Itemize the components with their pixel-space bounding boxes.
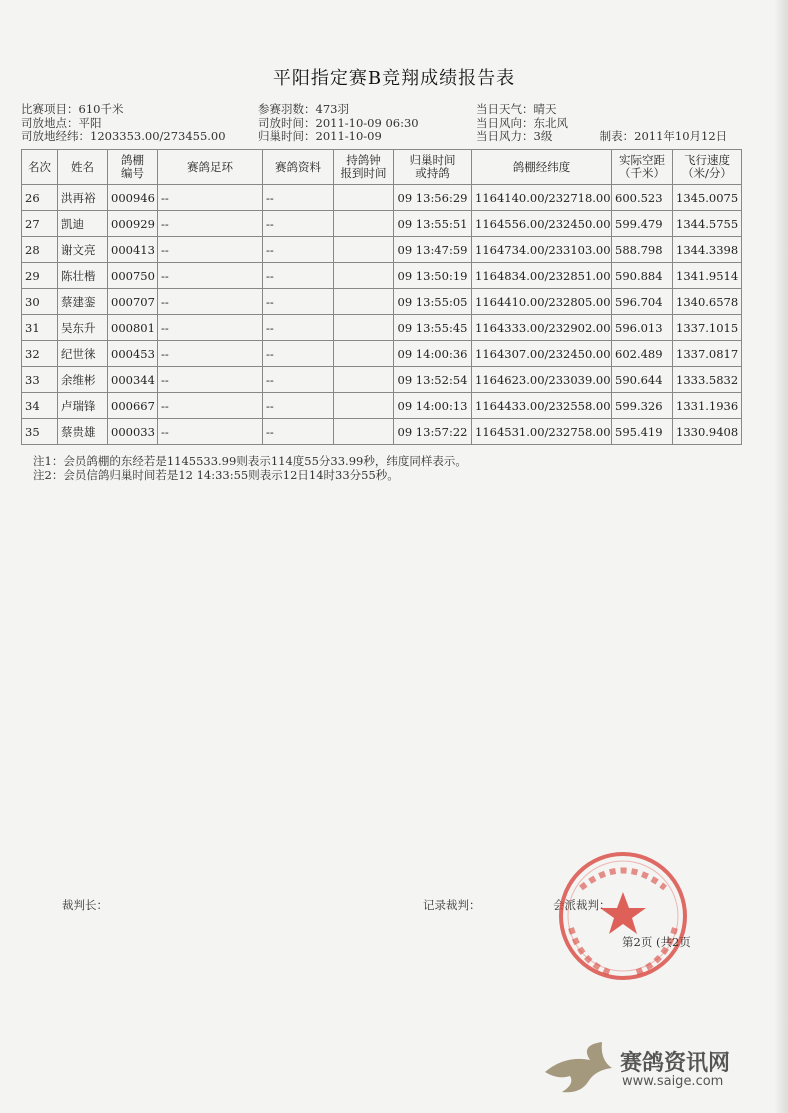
cell-name: 陈壮楷 bbox=[58, 263, 108, 289]
cell-loft: 000801 bbox=[108, 315, 158, 341]
cell-loft: 000413 bbox=[108, 237, 158, 263]
association-judge-label: 会派裁判： bbox=[553, 898, 611, 912]
meta-report-date: 制表：2011年10月12日 bbox=[599, 129, 728, 143]
cell-arrive: 09 14:00:13 bbox=[394, 393, 472, 419]
header-clock: 持鸽钟 报到时间 bbox=[334, 150, 394, 185]
cell-arrive: 09 14:00:36 bbox=[394, 341, 472, 367]
cell-info: -- bbox=[263, 393, 334, 419]
meta-middle bbox=[258, 103, 419, 144]
cell-arrive: 09 13:50:19 bbox=[394, 263, 472, 289]
cell-name: 余维彬 bbox=[58, 367, 108, 393]
report-title: 平阳指定赛B竞翔成绩报告表 bbox=[272, 68, 516, 89]
cell-name: 吴东升 bbox=[58, 315, 108, 341]
cell-loft: 000667 bbox=[108, 393, 158, 419]
cell-ring: -- bbox=[158, 237, 263, 263]
header-ring: 赛鸽足环 bbox=[158, 150, 263, 185]
cell-speed: 1344.5755 bbox=[673, 211, 742, 237]
meta-wind-force-line bbox=[476, 130, 727, 144]
cell-clock bbox=[334, 289, 394, 315]
cell-coords: 1164556.00/232450.00 bbox=[472, 211, 612, 237]
cell-clock bbox=[334, 237, 394, 263]
cell-arrive: 09 13:52:54 bbox=[394, 367, 472, 393]
cell-coords: 1164623.00/233039.00 bbox=[472, 367, 612, 393]
header-distance: 实际空距 （千米） bbox=[612, 150, 673, 185]
cell-name: 卢瑞锋 bbox=[58, 393, 108, 419]
cell-clock bbox=[334, 315, 394, 341]
table-row bbox=[22, 289, 742, 315]
cell-speed: 1337.0817 bbox=[673, 341, 742, 367]
cell-speed: 1344.3398 bbox=[673, 237, 742, 263]
cell-rank: 34 bbox=[22, 393, 58, 419]
cell-arrive: 09 13:55:51 bbox=[394, 211, 472, 237]
meta-distance: 比赛项目：610千米 bbox=[21, 102, 124, 116]
cell-speed: 1337.1015 bbox=[673, 315, 742, 341]
cell-loft: 000033 bbox=[108, 419, 158, 445]
cell-ring: -- bbox=[158, 393, 263, 419]
table-row bbox=[22, 367, 742, 393]
record-judge-label: 记录裁判： bbox=[423, 898, 481, 912]
page-number: 第2页 (共2页 bbox=[622, 935, 691, 949]
cell-info: -- bbox=[263, 211, 334, 237]
header-arrive: 归巢时间 或持鸽 bbox=[394, 150, 472, 185]
meta-entries: 参赛羽数：473羽 bbox=[258, 102, 349, 116]
official-seal-stamp bbox=[541, 848, 701, 988]
cell-ring: -- bbox=[158, 419, 263, 445]
cell-clock bbox=[334, 367, 394, 393]
cell-info: -- bbox=[263, 315, 334, 341]
cell-speed: 1340.6578 bbox=[673, 289, 742, 315]
meta-release-place: 司放地点：平阳 bbox=[21, 115, 102, 130]
meta-right bbox=[476, 103, 727, 144]
cell-coords: 1164307.00/232450.00 bbox=[472, 341, 612, 367]
header-loft-no: 鸽棚 编号 bbox=[108, 150, 158, 185]
footnote-1: 注1：会员鸽棚的东经若是1145533.99则表示114度55分33.99秒，纬度同样表示。 bbox=[33, 454, 467, 468]
cell-ring: -- bbox=[158, 341, 263, 367]
cell-rank: 29 bbox=[22, 263, 58, 289]
footnote-2: 注2：会员信鸽归巢时间若是12 14:33:55则表示12日14时33分55秒。 bbox=[33, 467, 399, 482]
cell-info: -- bbox=[263, 419, 334, 445]
cell-name: 蔡建銮 bbox=[58, 289, 108, 315]
cell-loft: 000453 bbox=[108, 341, 158, 367]
footnotes bbox=[33, 455, 467, 482]
table-row bbox=[22, 211, 742, 237]
cell-rank: 28 bbox=[22, 237, 58, 263]
cell-rank: 27 bbox=[22, 211, 58, 237]
cell-ring: -- bbox=[158, 367, 263, 393]
cell-coords: 1164333.00/232902.00 bbox=[472, 315, 612, 341]
pigeon-icon bbox=[545, 1042, 612, 1092]
meta-left bbox=[21, 103, 226, 144]
meta-weather: 当日天气：晴天 bbox=[476, 102, 557, 116]
table-row bbox=[22, 185, 742, 211]
cell-loft: 000750 bbox=[108, 263, 158, 289]
cell-name: 洪再裕 bbox=[58, 185, 108, 211]
cell-rank: 35 bbox=[22, 419, 58, 445]
header-info: 赛鸽资料 bbox=[263, 150, 334, 185]
cell-arrive: 09 13:55:45 bbox=[394, 315, 472, 341]
table-row bbox=[22, 315, 742, 341]
cell-coords: 1164433.00/232558.00 bbox=[472, 393, 612, 419]
table-row bbox=[22, 237, 742, 263]
cell-loft: 000344 bbox=[108, 367, 158, 393]
cell-rank: 30 bbox=[22, 289, 58, 315]
cell-distance: 599.326 bbox=[612, 393, 673, 419]
cell-arrive: 09 13:57:22 bbox=[394, 419, 472, 445]
cell-distance: 602.489 bbox=[612, 341, 673, 367]
cell-rank: 31 bbox=[22, 315, 58, 341]
cell-clock bbox=[334, 341, 394, 367]
meta-return-time: 归巢时间：2011-10-09 bbox=[258, 129, 382, 143]
cell-coords: 1164140.00/232718.00 bbox=[472, 185, 612, 211]
cell-info: -- bbox=[263, 263, 334, 289]
cell-loft: 000946 bbox=[108, 185, 158, 211]
cell-info: -- bbox=[263, 237, 334, 263]
cell-info: -- bbox=[263, 185, 334, 211]
table-header bbox=[22, 150, 742, 185]
cell-distance: 588.798 bbox=[612, 237, 673, 263]
cell-coords: 1164531.00/232758.00 bbox=[472, 419, 612, 445]
cell-name: 纪世徕 bbox=[58, 341, 108, 367]
star-icon bbox=[600, 892, 646, 934]
table-row bbox=[22, 341, 742, 367]
watermark-site-url: www.saige.com bbox=[622, 1074, 724, 1089]
table-row bbox=[22, 263, 742, 289]
cell-ring: -- bbox=[158, 315, 263, 341]
cell-speed: 1331.1936 bbox=[673, 393, 742, 419]
cell-info: -- bbox=[263, 367, 334, 393]
cell-distance: 596.704 bbox=[612, 289, 673, 315]
table-body bbox=[22, 185, 742, 445]
cell-loft: 000707 bbox=[108, 289, 158, 315]
cell-speed: 1345.0075 bbox=[673, 185, 742, 211]
cell-clock bbox=[334, 419, 394, 445]
header-speed: 飞行速度 （米/分） bbox=[673, 150, 742, 185]
cell-loft: 000929 bbox=[108, 211, 158, 237]
cell-speed: 1341.9514 bbox=[673, 263, 742, 289]
cell-distance: 600.523 bbox=[612, 185, 673, 211]
cell-ring: -- bbox=[158, 211, 263, 237]
cell-distance: 590.644 bbox=[612, 367, 673, 393]
results-table bbox=[21, 149, 742, 445]
cell-speed: 1333.5832 bbox=[673, 367, 742, 393]
table-row bbox=[22, 419, 742, 445]
header-name: 姓名 bbox=[58, 150, 108, 185]
cell-rank: 26 bbox=[22, 185, 58, 211]
cell-distance: 599.479 bbox=[612, 211, 673, 237]
cell-ring: -- bbox=[158, 185, 263, 211]
cell-rank: 33 bbox=[22, 367, 58, 393]
header-coords: 鸽棚经纬度 bbox=[472, 150, 612, 185]
cell-coords: 1164834.00/232851.00 bbox=[472, 263, 612, 289]
meta-wind-direction: 当日风向：东北风 bbox=[476, 115, 568, 130]
cell-arrive: 09 13:55:05 bbox=[394, 289, 472, 315]
page-edge-shadow bbox=[774, 0, 788, 1113]
cell-name: 蔡贵雄 bbox=[58, 419, 108, 445]
watermark-site-name: 赛鸽资讯网 bbox=[620, 1051, 731, 1076]
cell-name: 凯迪 bbox=[58, 211, 108, 237]
cell-clock bbox=[334, 211, 394, 237]
chief-judge-label: 裁判长： bbox=[62, 898, 108, 912]
cell-coords: 1164734.00/233103.00 bbox=[472, 237, 612, 263]
cell-coords: 1164410.00/232805.00 bbox=[472, 289, 612, 315]
table-row bbox=[22, 393, 742, 419]
cell-rank: 32 bbox=[22, 341, 58, 367]
meta-release-time: 司放时间：2011-10-09 06:30 bbox=[258, 115, 419, 130]
cell-distance: 590.884 bbox=[612, 263, 673, 289]
cell-arrive: 09 13:47:59 bbox=[394, 237, 472, 263]
cell-info: -- bbox=[263, 341, 334, 367]
cell-ring: -- bbox=[158, 289, 263, 315]
cell-speed: 1330.9408 bbox=[673, 419, 742, 445]
meta-wind-force: 当日风力：3级 bbox=[476, 129, 553, 143]
cell-clock bbox=[334, 393, 394, 419]
cell-clock bbox=[334, 263, 394, 289]
cell-distance: 596.013 bbox=[612, 315, 673, 341]
cell-clock bbox=[334, 185, 394, 211]
meta-release-coords: 司放地经纬：1203353.00/273455.00 bbox=[21, 129, 226, 143]
header-rank: 名次 bbox=[22, 150, 58, 185]
cell-distance: 595.419 bbox=[612, 419, 673, 445]
cell-ring: -- bbox=[158, 263, 263, 289]
cell-info: -- bbox=[263, 289, 334, 315]
cell-name: 谢文亮 bbox=[58, 237, 108, 263]
cell-arrive: 09 13:56:29 bbox=[394, 185, 472, 211]
